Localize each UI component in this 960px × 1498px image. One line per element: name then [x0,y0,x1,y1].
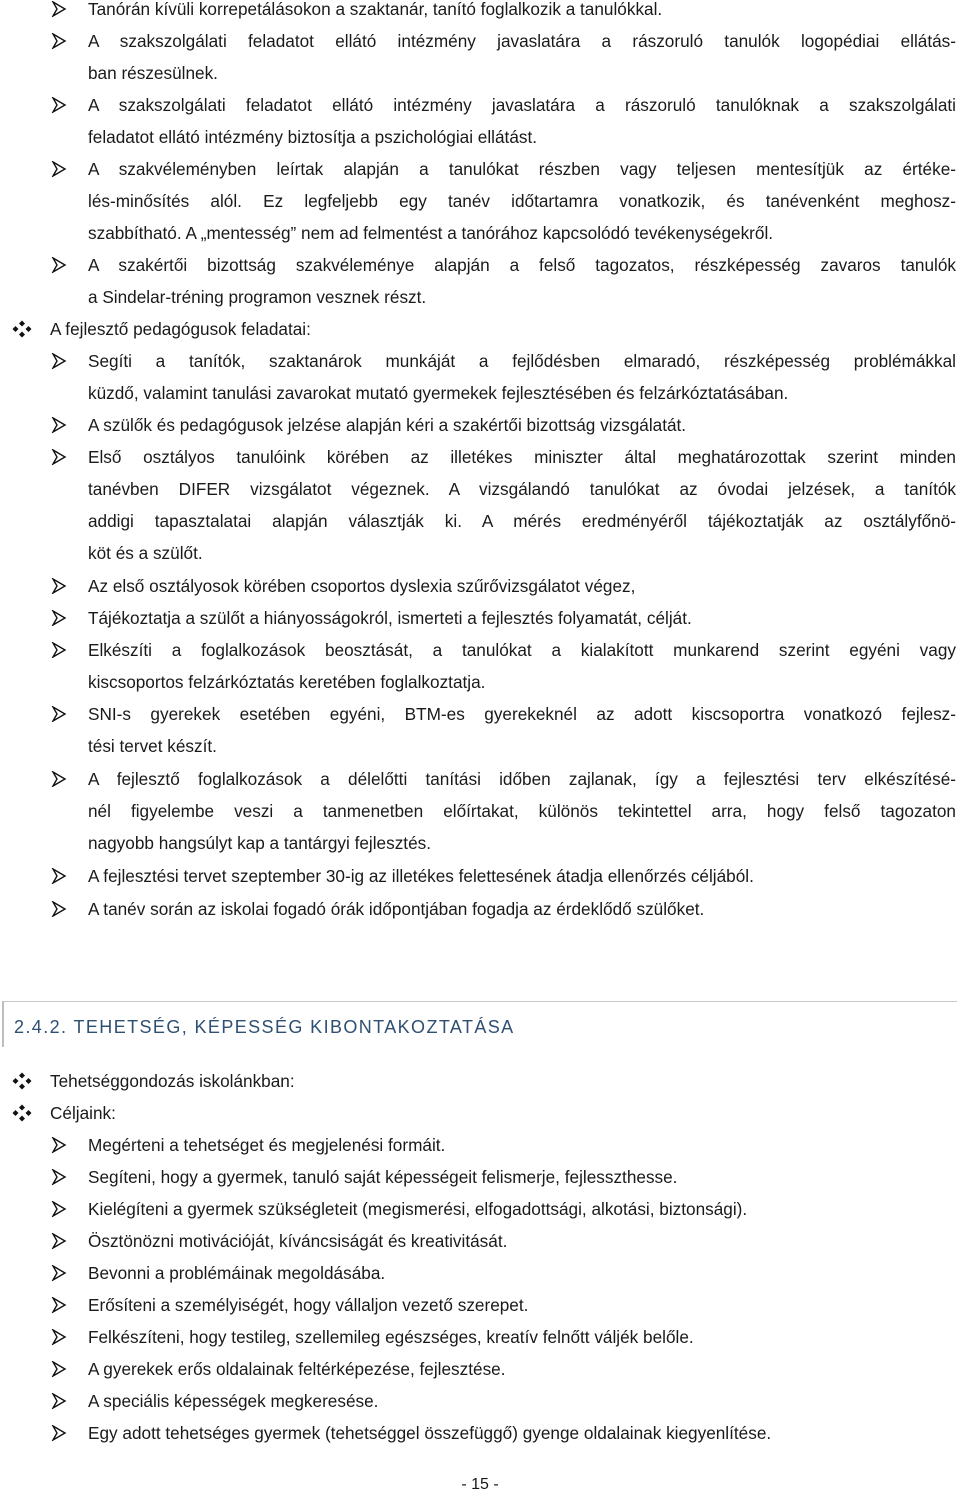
list-item [0,412,960,444]
list-item [0,252,960,316]
list-item-text: szabbítható. A „mentesség” nem ad felmentést a tanórához kapcsolódó tevékenységekről. [88,223,774,243]
goal-item [0,1196,960,1228]
arrow-bullet-icon [51,1137,67,1153]
arrow-bullet-icon [51,1297,67,1313]
arrow-bullet-icon [51,1393,67,1409]
list-item-text: A szakértői bizottság szakvéleménye alapján a felső tagozatos, részképesség zavaros tanulók [88,255,956,275]
list-item [0,156,960,252]
goal-item [0,1388,960,1420]
list-item-text: Az első osztályosok körében csoportos dyslexia szűrővizsgálatot végez, [88,576,636,596]
heading-text: A fejlesztő pedagógusok feladatai: [50,319,311,339]
arrow-bullet-icon [51,449,67,465]
arrow-bullet-icon [51,1265,67,1281]
list-item-text: A tanév során az iskolai fogadó órák időpontjában fogadja az érdeklődő szülőket. [88,899,705,919]
list-item-text: feladatot ellátó intézmény biztosítja a pszichológiai ellátást. [88,127,538,147]
arrow-bullet-icon [51,1,67,17]
list-item-text: Első osztályos tanulóink körében az illetékes miniszter által meghatározottak szerint minden [88,447,956,467]
list-item-text: tanévben DIFER vizsgálatot végeznek. A vizsgálandó tanulókat az óvodai jelzések, a tanítók [88,479,956,499]
list-item-text: nagyobb hangsúlyt kap a tantárgyi fejlesztés. [88,833,432,853]
list-item [0,701,960,765]
list-item [0,28,960,92]
arrow-bullet-icon [51,901,67,917]
arrow-bullet-icon [51,353,67,369]
arrow-bullet-icon [51,1361,67,1377]
goal-text: A gyerekek erős oldalainak feltérképezése, fejlesztése. [88,1359,506,1379]
arrow-bullet-icon [51,578,67,594]
arrow-bullet-icon [51,97,67,113]
arrow-bullet-icon [51,1425,67,1441]
arrow-bullet-icon [51,706,67,722]
list-item [0,0,960,28]
arrow-bullet-icon [51,1233,67,1249]
goal-item [0,1164,960,1196]
arrow-bullet-icon [51,257,67,273]
goal-item [0,1324,960,1356]
goal-item [0,1132,960,1164]
list-item [0,573,960,605]
goal-item [0,1356,960,1388]
arrow-bullet-icon [51,417,67,433]
goal-text: Segíteni, hogy a gyermek, tanuló saját képességeit felismerje, fejlesszthesse. [88,1167,678,1187]
list-item-text: A fejlesztési tervet szeptember 30-ig az illetékes felettesének átadja ellenőrzés céljából. [88,866,754,886]
list-item-text: köt és a szülőt. [88,543,203,563]
list-item-text: A szakszolgálati feladatot ellátó intézmény javaslatára a rászoruló tanulók logopédiai ellátás- [88,31,956,51]
list-item-text: ban részesülnek. [88,63,218,83]
list-item-text: A szakszolgálati feladatot ellátó intézmény javaslatára a rászoruló tanulóknak a szakszolgálati [88,95,956,115]
list-item [0,637,960,701]
goal-item [0,1228,960,1260]
diamond-bullet-icon [12,320,32,338]
list-item [0,92,960,156]
list-item-text: nél figyelembe veszi a tanmenetben előírtakat, különös tekintettel arra, hogy felső tagozaton [88,801,956,821]
arrow-bullet-icon [51,1201,67,1217]
goal-text: Felkészíteni, hogy testileg, szellemileg egészséges, kreatív felnőtt váljék belőle. [88,1327,694,1347]
goal-item [0,1292,960,1324]
page-number: - 15 - [461,1476,499,1493]
list-item-text: Tájékoztatja a szülőt a hiányosságokról, ismerteti a fejlesztés folyamatát, célját. [88,608,692,628]
list-item-text: addigi tapasztalatai alapján választják ki. A mérés eredményéről tájékoztatják az osztályfőnö- [88,511,956,531]
goal-item [0,1260,960,1292]
list-item [0,863,960,895]
arrow-bullet-icon [51,868,67,884]
diamond-bullet-icon [12,1104,32,1122]
arrow-bullet-icon [51,161,67,177]
list-item-text: lés-minősítés alól. Ez legfeljebb egy tanév időtartamra vonatkozik, és tanévenként meghosz- [88,191,956,211]
goal-item [0,1420,960,1452]
section-heading [2,1001,957,1047]
arrow-bullet-icon [51,1329,67,1345]
list-item-text: tési tervet készít. [88,736,217,756]
arrow-bullet-icon [51,33,67,49]
goal-text: A speciális képességek megkeresése. [88,1391,379,1411]
list-item-text: A szülők és pedagógusok jelzése alapján kéri a szakértői bizottság vizsgálatát. [88,415,687,435]
goals-heading [0,1100,960,1132]
talent-heading [0,1068,960,1100]
list-item [0,896,960,928]
list-item [0,348,960,412]
list-item [0,766,960,862]
goal-text: Megérteni a tehetséget és megjelenési formáit. [88,1135,446,1155]
section-title: 2.4.2. TEHETSÉG, KÉPESSÉG KIBONTAKOZTATÁSA [14,1017,515,1037]
goal-text: Kielégíteni a gyermek szükségleteit (megismerési, elfogadottsági, alkotási, biztonsági). [88,1199,748,1219]
list-item-text: küzdő, valamint tanulási zavarokat mutató gyermekek fejlesztésében és felzárkóztatásában. [88,383,789,403]
heading-text: Céljaink: [50,1103,116,1123]
developers-heading [0,316,960,348]
list-item-text: Segíti a tanítók, szaktanárok munkáját a fejlődésben elmaradó, részképesség problémákkal [88,351,956,371]
heading-text: Tehetséggondozás iskolánkban: [50,1071,295,1091]
goal-text: Bevonni a problémáinak megoldásába. [88,1263,386,1283]
list-item-text: A fejlesztő foglalkozások a délelőtti tanítási időben zajlanak, így a fejlesztési terv elkészítésé- [88,769,956,789]
list-item-text: A szakvéleményben leírtak alapján a tanulókat részben vagy teljesen mentesítjük az értéke- [88,159,956,179]
arrow-bullet-icon [51,642,67,658]
list-item-text: Elkészíti a foglalkozások beosztását, a tanulókat a kialakított munkarend szerint egyéni vagy [88,640,956,660]
list-item-text: Tanórán kívüli korrepetálásokon a szaktanár, tanító foglalkozik a tanulókkal. [88,0,663,19]
goal-text: Erősíteni a személyiségét, hogy vállaljon vezető szerepet. [88,1295,529,1315]
diamond-bullet-icon [12,1072,32,1090]
list-item [0,444,960,572]
arrow-bullet-icon [51,610,67,626]
list-item-text: a Sindelar-tréning programon vesznek részt. [88,287,427,307]
list-item-text: kiscsoportos felzárkóztatás keretében foglalkoztatja. [88,672,486,692]
arrow-bullet-icon [51,771,67,787]
goal-text: Egy adott tehetséges gyermek (tehetséggel összefüggő) gyenge oldalainak kiegyenlítése. [88,1423,772,1443]
arrow-bullet-icon [51,1169,67,1185]
list-item [0,605,960,637]
list-item-text: SNI-s gyerekek esetében egyéni, BTM-es gyerekeknél az adott kiscsoportra vonatkozó fejlesz- [88,704,956,724]
goal-text: Ösztönözni motivációját, kíváncsiságát és kreativitását. [88,1231,508,1251]
